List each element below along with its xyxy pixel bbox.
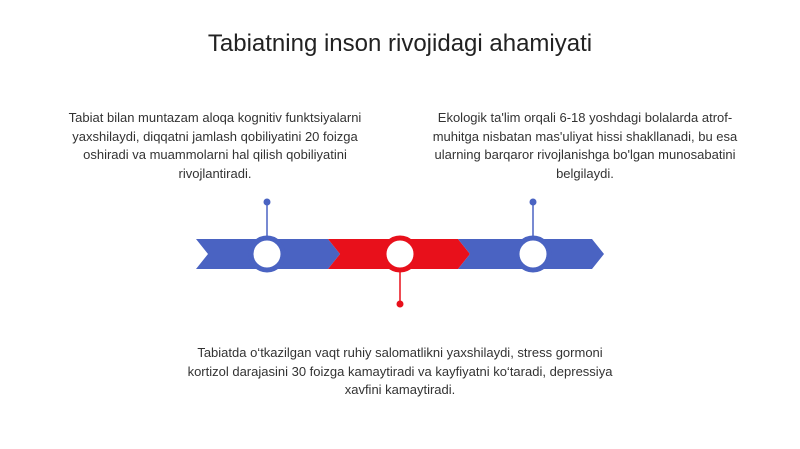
connector-dot-right (530, 199, 537, 206)
milestone-ring-middle (384, 238, 416, 270)
connector-dot-left (264, 199, 271, 206)
point-text-ecology: Ekologik ta'lim orqali 6-18 yoshdagi bolalarda atrof-muhitga nisbatan mas'uliyat hissi shakllanadi, bu esa ularning barqaror rivojlanishga bo'lgan munosabatini belgilaydi. (432, 110, 738, 181)
point-text-mental-health: Tabiatda o‘tkazilgan vaqt ruhiy salomatlikni yaxshilaydi, stress gormoni kortizol darajasini 30 foizga kamaytiradi va kayfiyatni ko‘taradi, depressiya xavfini kamaytiradi. (187, 345, 613, 397)
milestone-ring-left (251, 238, 283, 270)
slide-title: Tabiatning inson rivojidagi ahamiyati (207, 30, 593, 57)
point-text-cognitive: Tabiat bilan muntazam aloqa kognitiv funktsiyalarni yaxshilaydi, diqqatni jamlash qobiliyatini 20 foizga oshiradi va muammolarni hal qilish qobiliyatini rivojlantiradi. (68, 110, 362, 181)
milestone-ring-right (517, 238, 549, 270)
connector-dot-middle (397, 301, 404, 308)
